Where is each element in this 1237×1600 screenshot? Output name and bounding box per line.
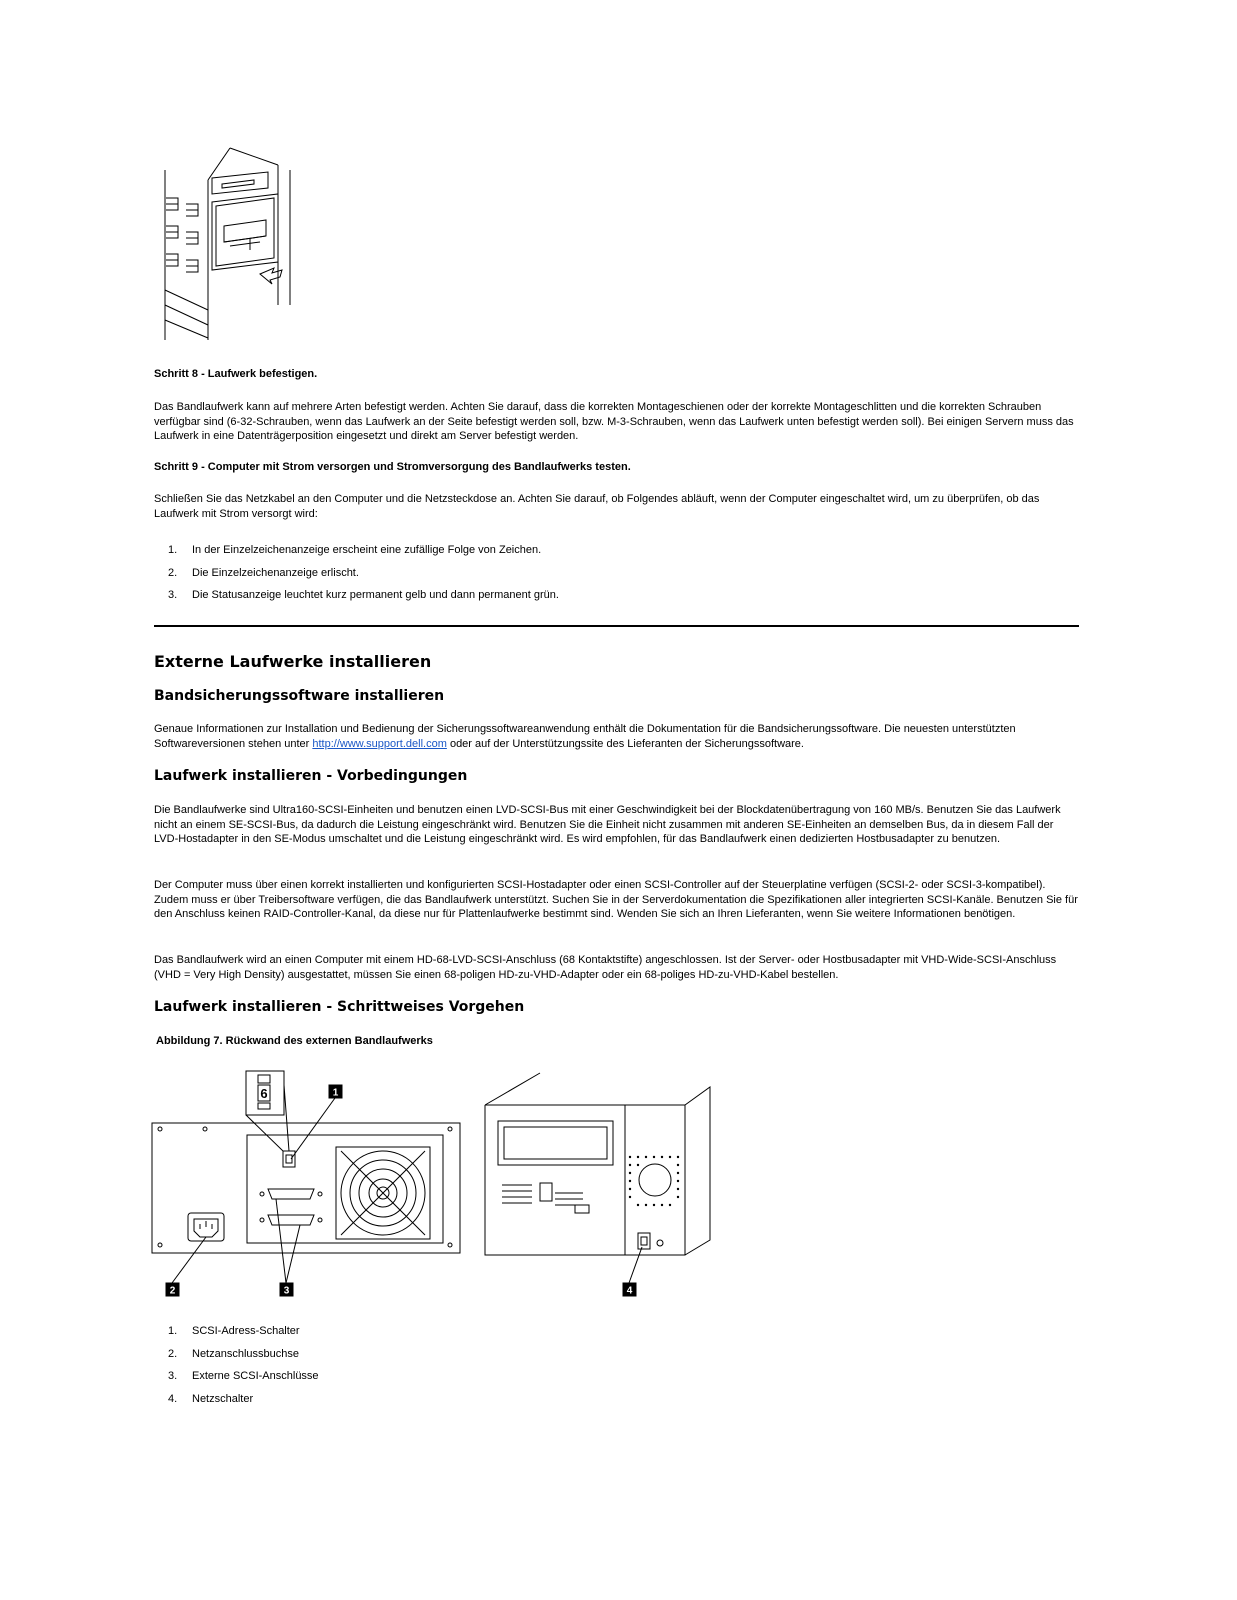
scsi-address-switch-icon (283, 1151, 295, 1167)
address-display-digit: 6 (260, 1086, 268, 1101)
prereq-paragraph-3: Das Bandlaufwerk wird an einen Computer mit einem HD-68-LVD-SCSI-Anschluss (68 Kontaktstifte) angeschlossen. Ist der Server- oder Hostbusadapter mit VHD-Wide-SCSI-Anschluss (VHD = Very High Density) ausgestattet, müssen Sie einen 68-poligen HD-zu-VHD-Adapter oder ein 68-poliges HD-zu-VHD-Kabel bestellen. (154, 954, 1057, 981)
step9-text: Schließen Sie das Netzkabel an den Computer und die Netzsteckdose an. Achten Sie darauf, ob Folgendes abläuft, wenn der Computer eingeschaltet wird, um zu überprüfen, ob das Laufwerk mit Strom versorgt wird: (154, 493, 1040, 520)
software-text: Genaue Informationen zur Installation und Bedienung der Sicherungssoftwareanwendung enthält die Dokumentation für die Bandsicherungssoftware. Die neuesten unterstützten Softwareversionen stehen unter http://www.support.dell.com oder auf der Unterstützungssite des Lieferanten der Sicherungssoftware. (154, 723, 1016, 750)
figure-caption: Abbildung 7. Rückwand des externen Bandlaufwerks (156, 1035, 433, 1047)
section-divider (154, 625, 1079, 627)
scsi-connector-icon (268, 1189, 314, 1199)
power-check-list (154, 544, 1079, 612)
list-item: 3. Die Statusanzeige leuchtet kurz permanent gelb und dann permanent grün. (168, 589, 559, 601)
callout-3: 3 (283, 1285, 290, 1297)
rear-panel (152, 1123, 460, 1253)
internal-drive-bay-illustration (150, 140, 300, 352)
scsi-connector-icon (268, 1215, 314, 1225)
prereq-heading: Laufwerk installieren - Vorbedingungen (154, 768, 468, 784)
software-heading: Bandsicherungssoftware installieren (154, 688, 445, 704)
external-drive-rear-panel-figure (150, 1065, 715, 1300)
prereq-paragraph-1: Die Bandlaufwerke sind Ultra160-SCSI-Einheiten und benutzen einen LVD-SCSI-Bus mit einer Geschwindigkeit bei der Blockdatenübertragung von 160 MB/s. Benutzen Sie das Laufwerk nicht an einem SE-SCSI-Bus, da dadurch die Leistung eingeschränkt wird. Benutzen Sie die Einheit nicht zusammen mit anderen SE-Einheiten an demselben Bus, da in diesem Fall der LVD-Hostadapter in den SE-Modus umschaltet und die Leistung eingeschränkt wird. Es wird empfohlen, für das Bandlaufwerk einen dedizierten Hostbusadapter zu benutzen. (154, 804, 1061, 845)
callout-2: 2 (169, 1285, 176, 1297)
callout-4: 4 (626, 1285, 633, 1297)
callout-1: 1 (332, 1087, 339, 1099)
rear-panel-legend (154, 1325, 1079, 1415)
steps-heading: Laufwerk installieren - Schrittweises Vorgehen (154, 999, 525, 1015)
power-switch-icon (638, 1233, 650, 1249)
list-item: 3. Externe SCSI-Anschlüsse (168, 1370, 319, 1382)
section-title: Externe Laufwerke installieren (154, 652, 432, 671)
prereq-paragraph-2: Der Computer muss über einen korrekt installierten und konfigurierten SCSI-Hostadapter oder einen SCSI-Controller auf der Steuerplatine verfügen (SCSI-2- oder SCSI-3-kompatibel). Zudem muss er über Treibersoftware verfügen, die das Bandlaufwerk unterstützt. Suchen Sie in der Serverdokumentation die Spezifikationen aller integrierten SCSI-Kanäle. Benutzen Sie für den Anschluss keinen RAID-Controller-Kanal, da diese nur für Plattenlaufwerke bestimmt sind. Wenden Sie sich an Ihren Lieferanten, wenn Sie weitere Informationen benötigen. (154, 879, 1078, 920)
step9-heading: Schritt 9 - Computer mit Strom versorgen und Stromversorgung des Bandlaufwerks testen. (154, 461, 631, 473)
support-link[interactable]: http://www.support.dell.com (312, 737, 447, 750)
step8-text: Das Bandlaufwerk kann auf mehrere Arten befestigt werden. Achten Sie darauf, dass die korrekten Montageschienen oder der korrekte Montageschlitten und die korrekten Schrauben verfügbar sind (6-32-Schrauben, wenn das Laufwerk an der Seite befestigt werden soll, bzw. M-3-Schrauben, wenn das Laufwerk unten befestigt werden soll). Bei einigen Servern muss das Laufwerk in eine Datenträgerposition eingesetzt und direkt am Server befestigt werden. (154, 401, 1074, 442)
list-item: 2. Netzanschlussbuchse (168, 1347, 300, 1360)
external-drive-front-view (485, 1073, 540, 1105)
list-item: 1. In der Einzelzeichenanzeige erscheint eine zufällige Folge von Zeichen. (168, 544, 542, 556)
list-item: 4. Netzschalter (168, 1392, 254, 1405)
list-item: 2. Die Einzelzeichenanzeige erlischt. (168, 566, 359, 579)
step8-heading: Schritt 8 - Laufwerk befestigen. (154, 368, 318, 380)
list-item: 1. SCSI-Adress-Schalter (168, 1325, 300, 1337)
dell-logo-badge (639, 1164, 671, 1196)
